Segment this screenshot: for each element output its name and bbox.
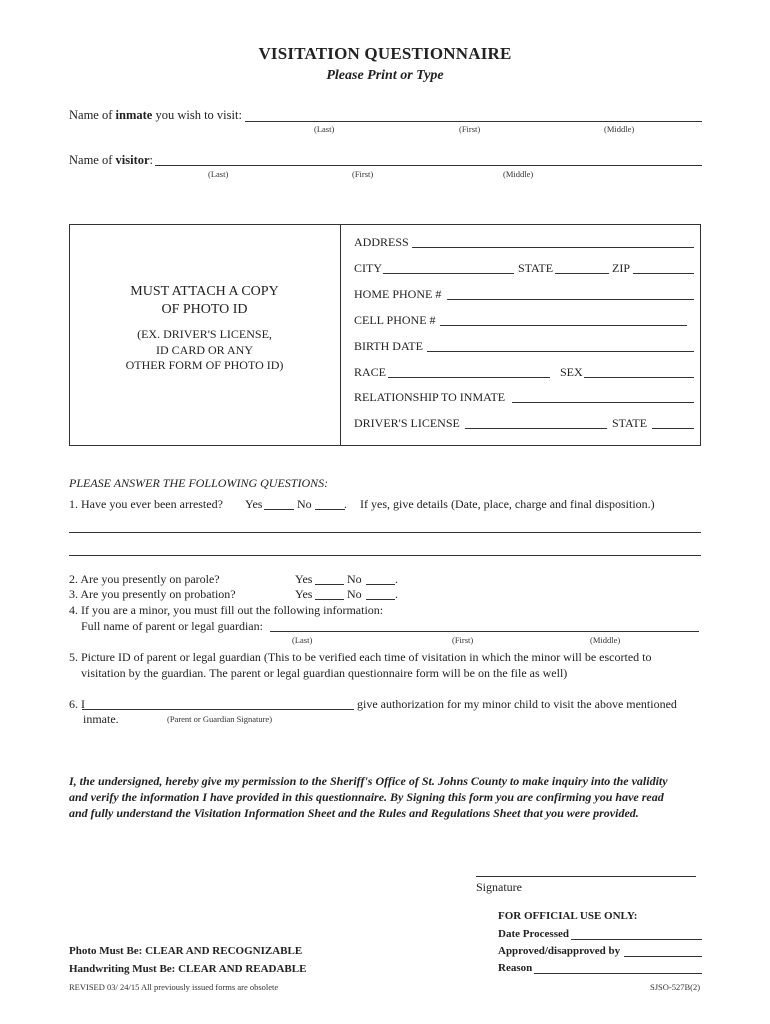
q2-yes-field[interactable] [315,584,344,585]
q3-period: . [395,587,398,601]
visitor-middle-sublabel: (Middle) [503,169,534,179]
page-subtitle: Please Print or Type [326,68,444,83]
birth-date-label: BIRTH DATE [354,339,423,353]
inmate-first-sublabel: (First) [459,124,481,134]
approved-field[interactable] [624,956,702,957]
q1-details-line-2[interactable] [69,555,701,556]
guardian-first-sublabel: (First) [452,635,474,645]
photo-id-note-1: (EX. DRIVER'S LICENSE, [137,327,272,341]
city-field[interactable] [383,273,514,274]
guardian-signature-field[interactable] [82,709,354,710]
cell-phone-field[interactable] [440,325,687,326]
drivers-license-field[interactable] [465,428,607,429]
address-label: ADDRESS [354,235,409,249]
signature-field[interactable] [476,876,696,877]
q3-text: 3. Are you presently on probation? [69,587,236,601]
sex-field[interactable] [584,377,694,378]
visitor-first-sublabel: (First) [352,169,374,179]
handwriting-note: Handwriting Must Be: CLEAR AND READABLE [69,963,307,975]
guardian-middle-sublabel: (Middle) [590,635,621,645]
state-field[interactable] [555,273,609,274]
signature-label: Signature [476,880,522,894]
sex-label: SEX [560,365,583,379]
photo-id-note-2: ID CARD OR ANY [155,343,253,357]
zip-label: ZIP [612,261,630,275]
photo-id-heading-1: MUST ATTACH A COPY [130,284,279,299]
q3-no-label: No [347,587,362,601]
visitor-last-sublabel: (Last) [208,169,229,179]
form-code: SJSO-527B(2) [650,982,701,992]
q5-text-1: 5. Picture ID of parent or legal guardian (This to be verified each time of visitation in which the minor will be escorted to [69,650,652,664]
questions-heading: PLEASE ANSWER THE FOLLOWING QUESTIONS: [69,476,329,490]
q1-text: 1. Have you ever been arrested? [69,497,223,511]
date-processed-field[interactable] [571,939,702,940]
q1-no-field[interactable] [315,509,345,510]
photo-id-heading-2: OF PHOTO ID [161,302,248,317]
q6-text: give authorization for my minor child to visit the above mentioned [357,697,677,711]
dl-state-label: STATE [612,416,648,430]
relationship-label: RELATIONSHIP TO INMATE [354,390,506,404]
visitor-name-label: Name of visitor: [69,153,154,167]
photo-id-note-3: OTHER FORM OF PHOTO ID) [125,358,284,372]
q5-text-2: visitation by the guardian. The parent or legal guardian questionnaire form will be on the file as well) [81,666,568,680]
dl-state-field[interactable] [652,428,694,429]
q3-yes-label: Yes [295,587,313,601]
guardian-signature-sublabel: (Parent or Guardian Signature) [167,714,273,724]
q2-yes-label: Yes [295,572,313,586]
date-processed-label: Date Processed [498,928,569,940]
q4-text: 4. If you are a minor, you must fill out the following information: [69,603,384,617]
inmate-name-field[interactable] [245,121,702,122]
q1-period: . [344,497,347,511]
consent-line-2: and verify the information I have provided in this questionnaire. By Signing this form you are confirming you have read [69,790,664,804]
q2-no-label: No [347,572,362,586]
page-title: VISITATION QUESTIONNAIRE [258,44,512,63]
q6-i: 6. I [69,697,85,711]
inmate-last-sublabel: (Last) [314,124,335,134]
q2-no-field[interactable] [366,584,395,585]
visitor-name-field[interactable] [155,165,702,166]
q3-yes-field[interactable] [315,599,344,600]
official-heading: FOR OFFICIAL USE ONLY: [498,910,638,922]
inmate-name-label: Name of inmate you wish to visit: [69,108,242,122]
cell-phone-label: CELL PHONE # [354,313,436,327]
home-phone-label: HOME PHONE # [354,287,442,301]
birth-date-field[interactable] [427,351,694,352]
guardian-name-field[interactable] [270,631,699,632]
relationship-field[interactable] [512,402,694,403]
q3-no-field[interactable] [366,599,395,600]
guardian-last-sublabel: (Last) [292,635,313,645]
reason-label: Reason [498,962,533,974]
revised-note: REVISED 03/ 24/15 All previously issued forms are obsolete [69,982,279,992]
city-label: CITY [354,261,382,275]
consent-line-1: I, the undersigned, hereby give my permission to the Sheriff's Office of St. Johns County to make inquiry into the validity [69,774,668,788]
q2-period: . [395,572,398,586]
box-divider [340,224,341,446]
consent-line-3: and fully understand the Visitation Information Sheet and the Rules and Regulations Sheet that you were provided. [69,806,639,820]
q1-yes-field[interactable] [264,509,294,510]
drivers-license-label: DRIVER'S LICENSE [354,416,460,430]
q6-inmate: inmate. [83,712,119,726]
address-field[interactable] [412,247,694,248]
q1-details-text: If yes, give details (Date, place, charge and final disposition.) [360,497,655,511]
approved-label: Approved/disapproved by [498,945,621,957]
q1-yes-label: Yes [245,497,263,511]
state-label: STATE [518,261,554,275]
q4-full-name-label: Full name of parent or legal guardian: [81,619,263,633]
q1-details-line-1[interactable] [69,532,701,533]
q2-text: 2. Are you presently on parole? [69,572,220,586]
q1-no-label: No [297,497,312,511]
home-phone-field[interactable] [447,299,694,300]
reason-field[interactable] [534,973,702,974]
photo-note: Photo Must Be: CLEAR AND RECOGNIZABLE [69,945,303,957]
race-field[interactable] [388,377,550,378]
race-label: RACE [354,365,387,379]
zip-field[interactable] [633,273,694,274]
inmate-middle-sublabel: (Middle) [604,124,635,134]
